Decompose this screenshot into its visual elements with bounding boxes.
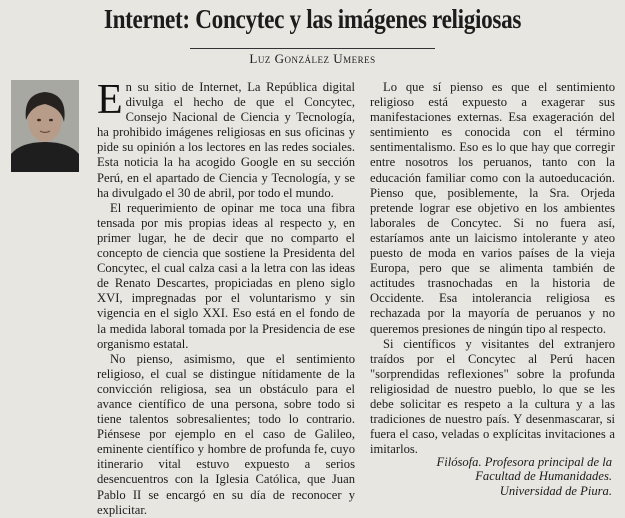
drop-cap: E xyxy=(97,77,123,123)
credential-line: Facultad de Humanidades. xyxy=(475,469,612,484)
lead-text: n su sitio de Internet, La República digital divulga el hecho de que el Concytec, Consejo Nacional de Ciencia y Tecnología, ha prohibido imágenes religiosas en sus oficinas y pide su opinión a los lectores en las redes sociales. Esta noticia la ha acogido Google en su sección Perú, en el apartado de Ciencia y Tecnología, y se ha divulgado el 30 de abril, por todo el mundo. xyxy=(97,80,355,200)
credential-line: Filósofa. Profesora principal de la xyxy=(436,455,612,469)
author-credentials xyxy=(372,455,612,498)
author-photo xyxy=(11,80,79,172)
author-portrait-image xyxy=(11,80,79,172)
article-headline: Internet: Concytec y las imágenes religiosas xyxy=(103,4,522,34)
byline-rule xyxy=(190,48,435,49)
article-lead-paragraph xyxy=(97,77,355,201)
credential-line: Universidad de Piura. xyxy=(499,483,612,498)
article-column-right xyxy=(370,80,615,457)
article-paragraph: El requerimiento de opinar me toca una fibra tensada por mis propias ideas al respecto y, en primer lugar, he de decir que no comparto el concepto de ciencia que sostiene la Presidenta del Concytec, el cual calza casi a la letra con las ideas de Renato Descartes, propiciadas en pleno siglo XVI, impregnadas por el voluntarismo y sin vigencia en el siglo XXI. Eso está en el fondo de la medida laboral tomada por la Presidencia de ese organismo estatal. xyxy=(97,200,355,351)
article-paragraph: Si científicos y visitantes del extranjero traídos por el Concytec al Perú hacen "sorprendidas reflexiones" sobre la profunda religiosidad de nuestro pueblo, lo que se les debe solicitar es respeto a la cultura y a las tradiciones de nuestro país. Y desenmascarar, si fuera el caso, veladas o explícitas invitaciones a imitarlos. xyxy=(370,336,615,457)
article-paragraph: No pienso, asimismo, que el sentimiento religioso, el cual se distingue nítidamente de la convicción religiosa, sea un obstáculo para el avance científico de una persona, sobre todo si tiene talentos sobresalientes; todo lo contrario. Piénsese por ejemplo en el caso de Galileo, eminente científico y hombre de profunda fe, cuyo itinerario vital estuvo expuesto a serios desencuentros con la Iglesia Católica, que Juan Pablo II se encargó en su día de reconocer y explicitar. xyxy=(97,351,355,517)
article-column-left xyxy=(97,77,355,518)
article-paragraph: Lo que sí pienso es que el sentimiento religioso está expuesto a exagerar sus manifestaciones externas. Esa exageración del sentimiento es conocida con el término sentimentalismo. Eso es lo que hay que corregir entre nosotros los peruanos, tanto con la educación familiar como con la autoeducación. Pienso que, posiblemente, la Sra. Orjeda pretende lograr ese objetivo en los ambientes laborales de Concytec. Si no fuera así, estaríamos ante un laicismo intolerante y ateo puesto de moda en varios países de la vieja Europa, pero que se alimenta también de actitudes trasnochadas en la historia de Occidente. Esa intolerancia religiosa es rechazada por la mayoría de peruanos y no queremos presiones de ningún tipo al respecto. xyxy=(370,80,615,336)
author-byline: Luz González Umeres xyxy=(249,51,376,66)
